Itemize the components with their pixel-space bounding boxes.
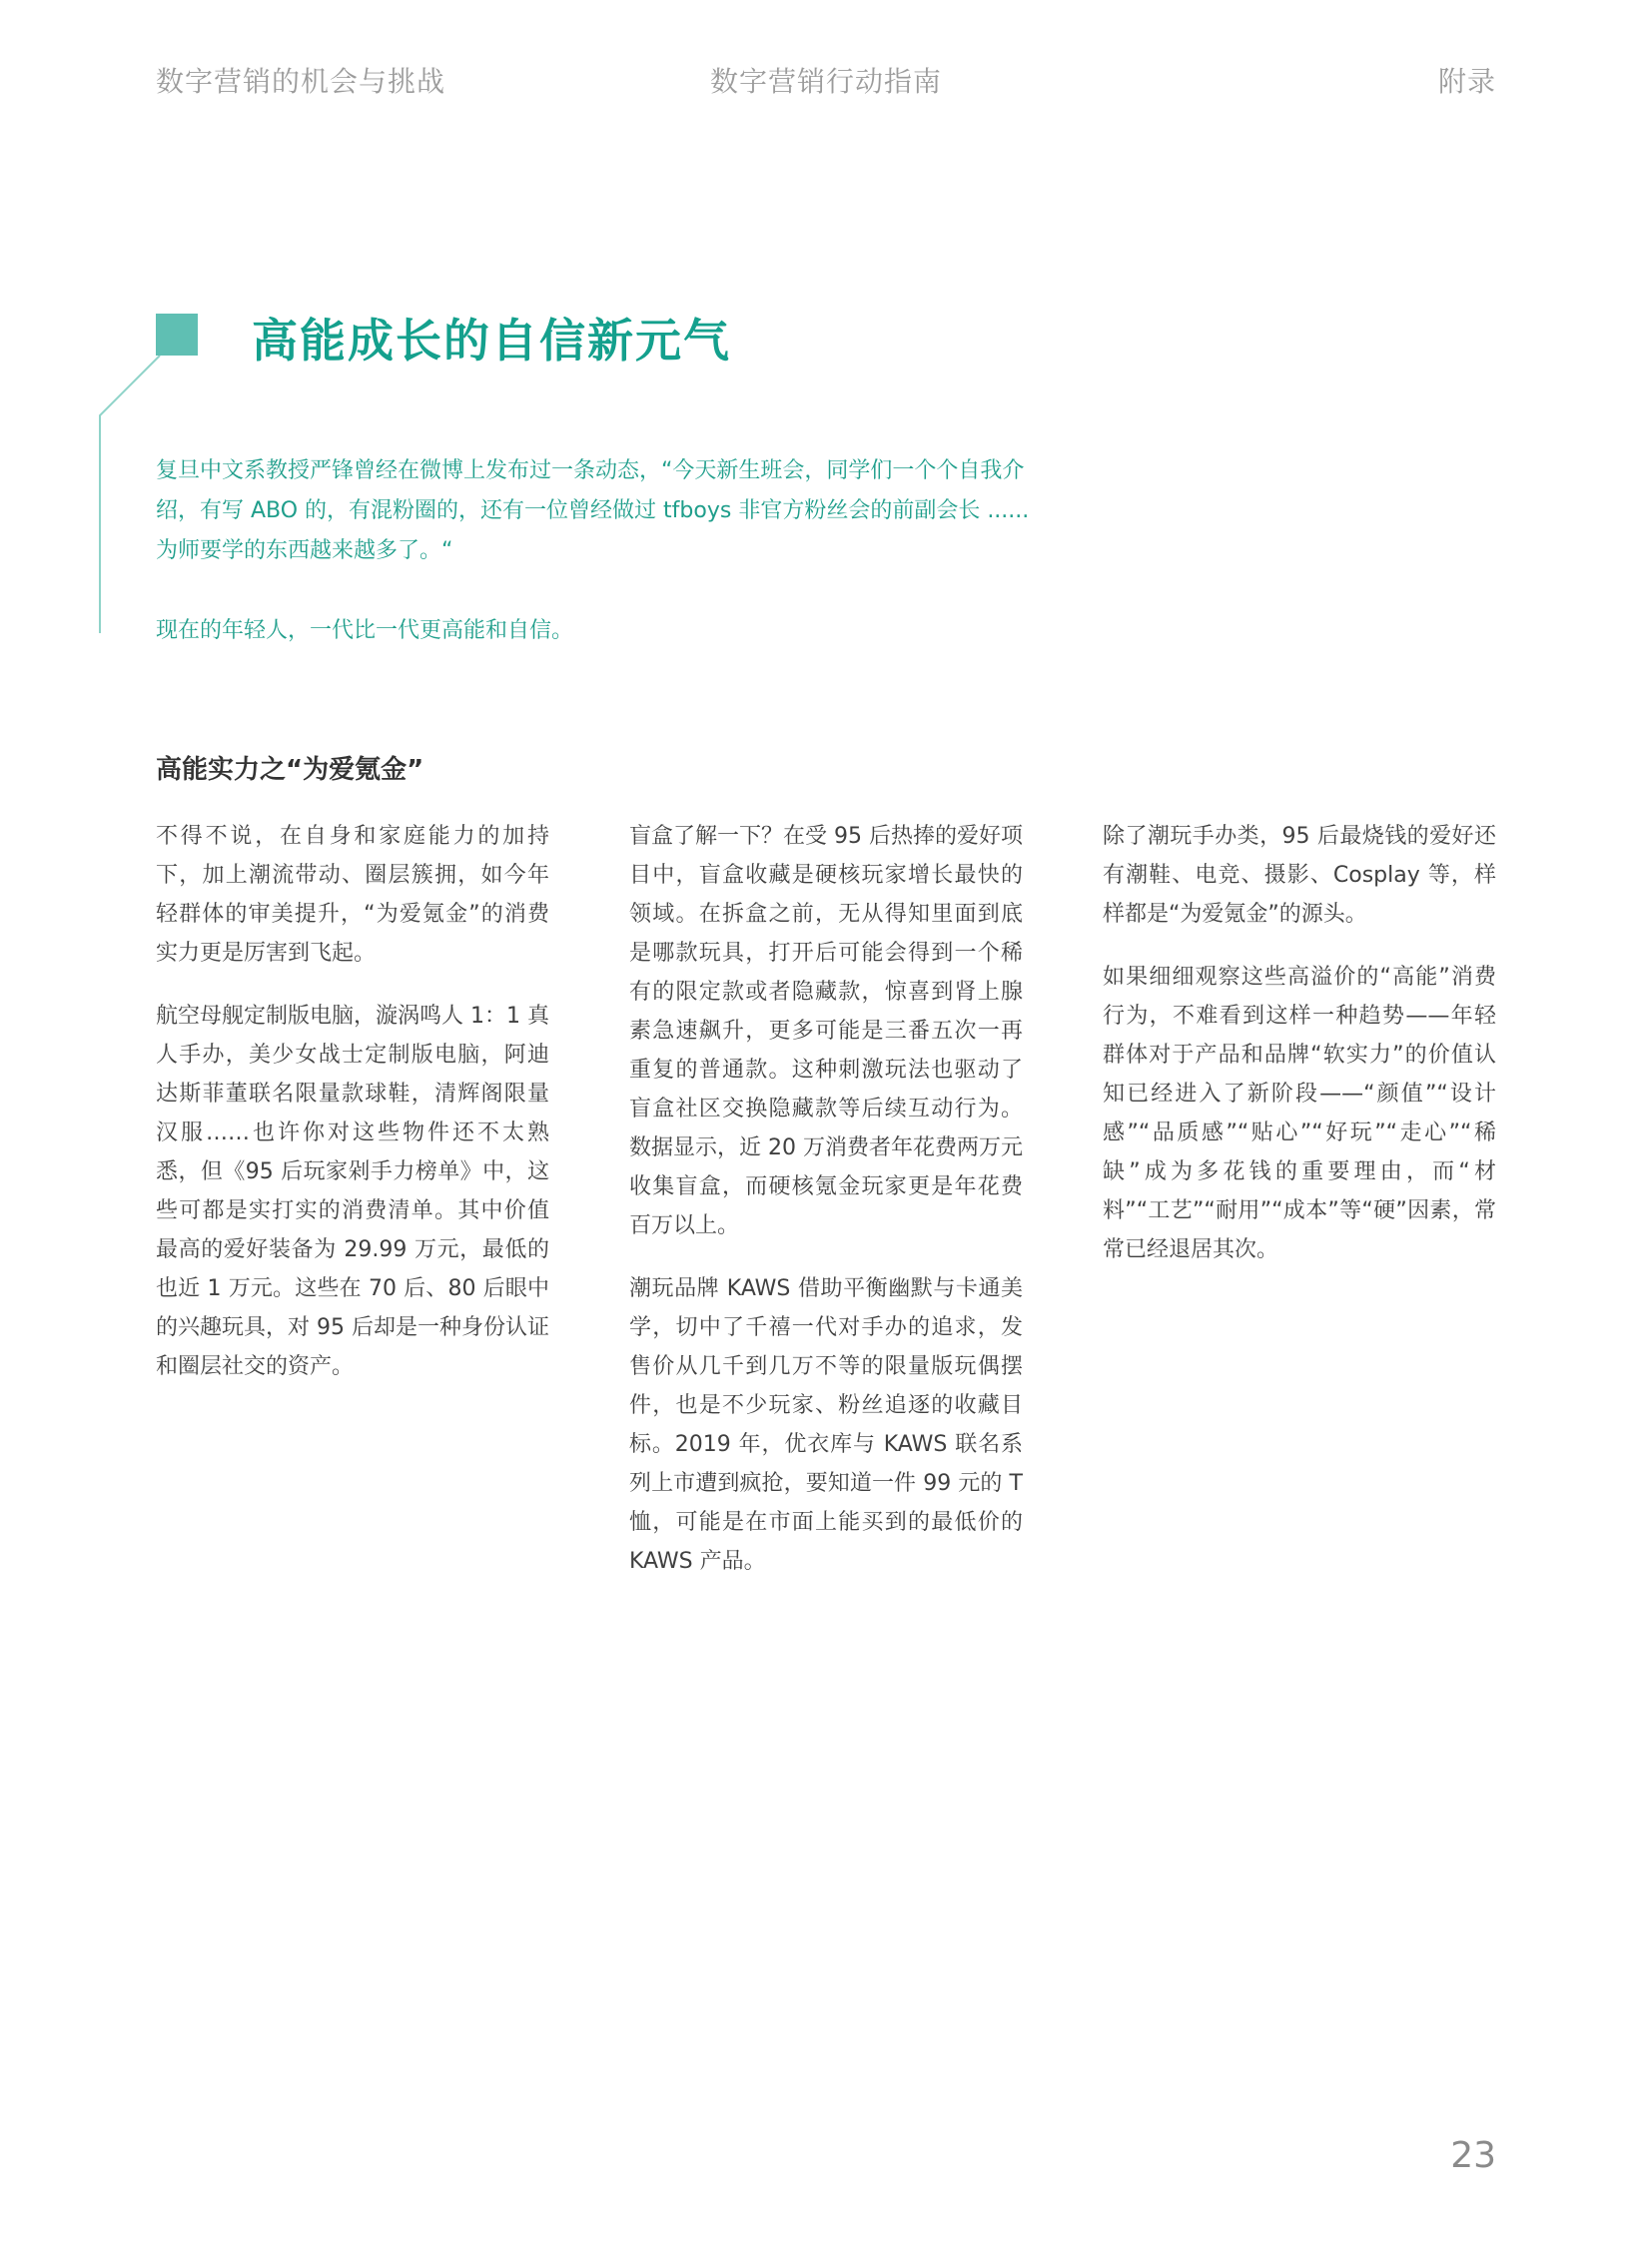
body-paragraph: 除了潮玩手办类，95 后最烧钱的爱好还有潮鞋、电竞、摄影、Cosplay 等，样样都是“为爱氪金”的源头。 — [1103, 824, 1496, 927]
intro-quote — [156, 451, 1035, 651]
body-paragraph: 盲盒了解一下？在受 95 后热捧的爱好项目中，盲盒收藏是硬核玩家增长最快的领域。在拆盒之前，无从得知里面到底是哪款玩具，打开后可能会得到一个稀有的限定款或者隐藏款，惊喜到肾上腺素急速飙升，更多可能是三番五次一再重复的普通款。这种刺激玩法也驱动了盲盒社区交换隐藏款等后续互动行为。数据显示，近 20 万消费者年花费两万元收集盲盒，而硬核氪金玩家更是年花费百万以上。 — [629, 824, 1023, 1238]
header-chapter-left: 数字营销的机会与挑战 — [156, 65, 446, 98]
body-paragraph: 不得不说，在自身和家庭能力的加持下，加上潮流带动、圈层簇拥，如今年轻群体的审美提升，“为爱氪金”的消费实力更是厉害到飞起。 — [156, 824, 549, 966]
body-paragraph: 潮玩品牌 KAWS 借助平衡幽默与卡通美学，切中了千禧一代对手办的追求，发售价从几千到几万不等的限量版玩偶摆件，也是不少玩家、粉丝追逐的收藏目标。2019 年，优衣库与 KAWS 联名系列上市遭到疯抢，要知道一件 99 元的 T 恤，可能是在市面上能买到的最低价的 KAWS 产品。 — [629, 1276, 1023, 1574]
intro-paragraph: 复旦中文系教授严锋曾经在微博上发布过一条动态，“今天新生班会，同学们一个个自我介绍，有写 ABO 的，有混粉圈的，还有一位曾经做过 tfboys 非官方粉丝会的前副会长 ...... 为师要学的东西越来越多了。“ — [156, 458, 1030, 563]
body-paragraph: 航空母舰定制版电脑，漩涡鸣人 1：1 真人手办，美少女战士定制版电脑，阿迪达斯菲董联名限量款球鞋，清辉阁限量汉服……也许你对这些物件还不太熟悉，但《95 后玩家剁手力榜单》中，这些可都是实打实的消费清单。其中价值最高的爱好装备为 29.99 万元，最低的也近 1 万元。这些在 70 后、80 后眼中的兴趣玩具，对 95 后却是一种身份认证和圈层社交的资产。 — [156, 1004, 549, 1379]
body-paragraph: 如果细细观察这些高溢价的“高能”消费行为，不难看到这样一种趋势——年轻群体对于产品和品牌“软实力”的价值认知已经进入了新阶段——“颜值”“设计感”“品质感”“贴心”“好玩”“走心”“稀缺”成为多花钱的重要理由，而“材料”“工艺”“耐用”“成本”等“硬”因素，常常已经退居其次。 — [1103, 965, 1496, 1262]
title-square-icon — [156, 314, 198, 356]
body-column-3 — [1103, 817, 1496, 1293]
header-chapter-center: 数字营销行动指南 — [709, 65, 942, 98]
body-column-2 — [629, 817, 1023, 1605]
section-title: 高能成长的自信新元气 — [252, 314, 731, 368]
header-chapter-right: 附录 — [1437, 65, 1496, 98]
body-column-1 — [156, 817, 549, 1410]
subheading: 高能实力之“为爱氪金” — [156, 755, 424, 785]
intro-paragraph: 现在的年轻人，一代比一代更高能和自信。 — [156, 618, 574, 643]
page-number: 23 — [1450, 2135, 1496, 2176]
